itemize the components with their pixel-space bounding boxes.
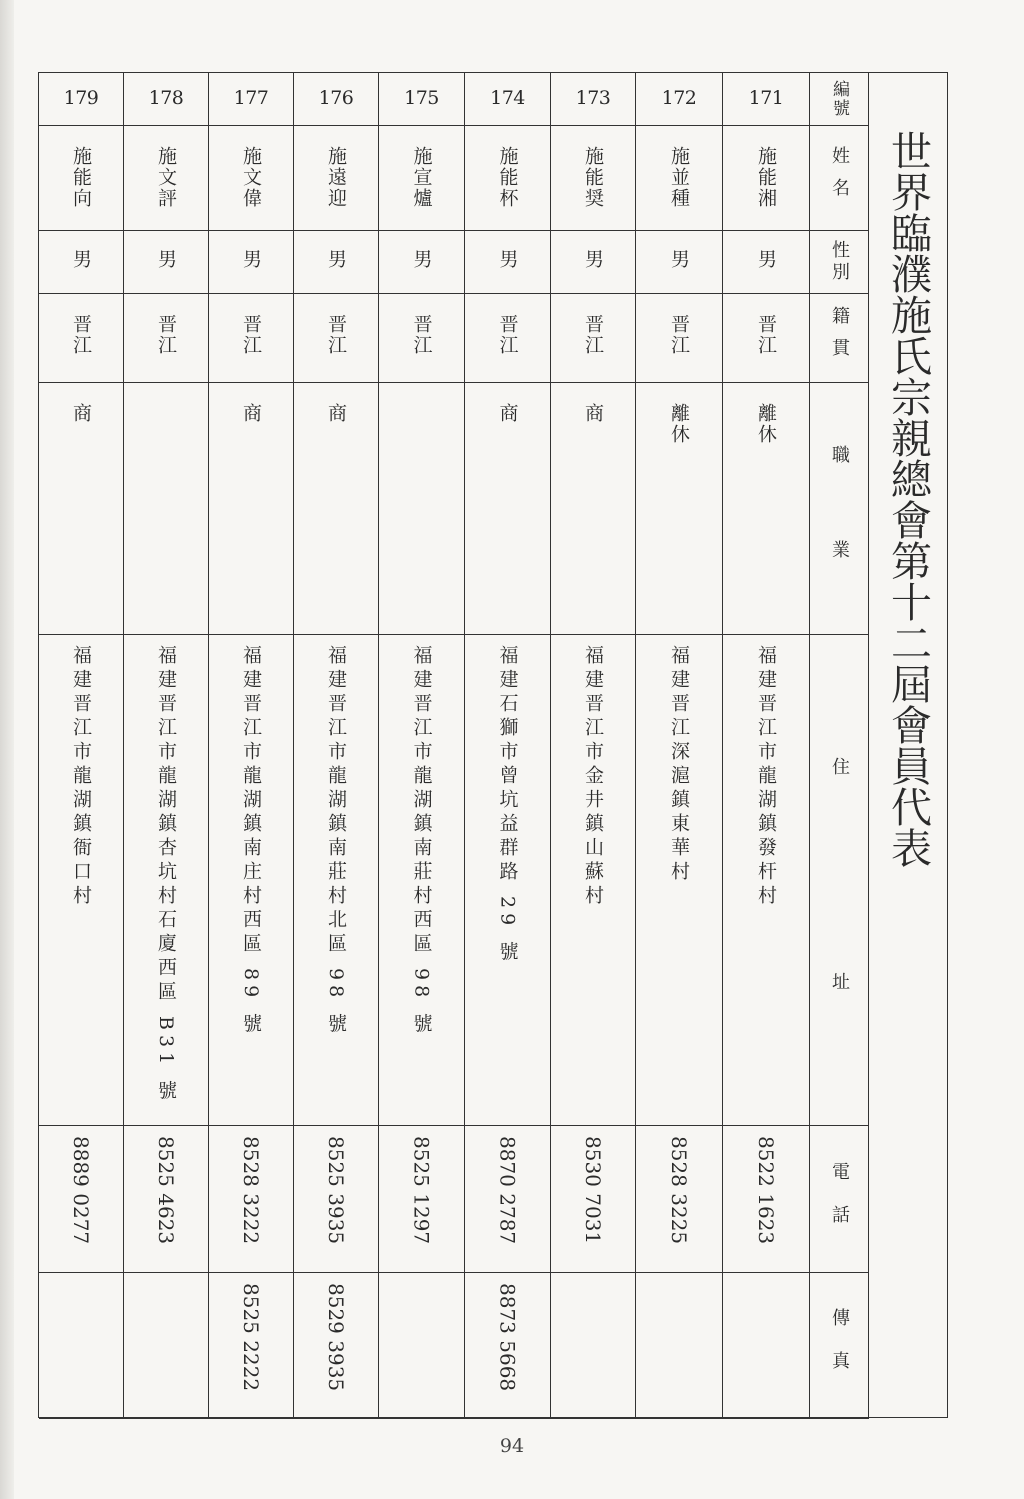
table-cell-gender [209,231,294,294]
table-cell-origin [723,294,810,383]
table-cell-name [636,126,723,231]
member-address: 福建晋江市龍湖鎮衙口村 [70,645,92,909]
column-header: 址 [829,971,850,1004]
phone-number: 8889 0277 [69,1136,93,1245]
table-cell-name [124,126,209,231]
table-cell-address [39,635,124,1126]
member-address: 福建晋江深滬鎮東華村 [668,645,690,885]
member-number: 173 [575,87,611,109]
member-gender: 男 [240,249,262,270]
table-cell-origin [209,294,294,383]
table-cell-fax [636,1273,723,1419]
member-origin: 晋江 [410,314,433,356]
table-cell-no [723,73,810,126]
member-number: 171 [748,87,784,109]
member-origin: 晋江 [668,314,690,356]
table-cell-address [294,635,379,1126]
table-cell-job [124,383,209,635]
column-header: 籍貫 [829,306,850,370]
table-cell-address [209,635,294,1126]
table-cell-gender [124,231,209,294]
table-cell-origin [465,294,551,383]
header-cell [810,294,869,383]
table-cell-origin [551,294,636,383]
table-cell-fax [209,1273,294,1419]
table-cell-phone [551,1126,636,1273]
member-origin: 晋江 [496,314,519,356]
member-job: 離休 [668,403,690,445]
table-title-column [868,72,948,1418]
table-cell-fax [551,1273,636,1419]
member-origin: 晋江 [70,314,92,356]
table-cell-name [379,126,465,231]
member-name: 施能湘 [755,146,777,209]
table-cell-no [465,73,551,126]
table-cell-job [465,383,551,635]
table-cell-name [294,126,379,231]
table-cell-origin [294,294,379,383]
table-cell-no [294,73,379,126]
member-origin: 晋江 [755,314,777,356]
member-number: 172 [661,87,697,109]
table-cell-address [465,635,551,1126]
table-cell-phone [636,1126,723,1273]
member-number: 174 [490,87,525,109]
phone-number: 8530 7031 [581,1136,605,1245]
table-cell-gender [636,231,723,294]
table-cell-gender [465,231,551,294]
table-cell-phone [379,1126,465,1273]
fax-number: 8529 3935 [324,1283,348,1392]
member-name: 施宣爐 [410,146,433,209]
table-cell-origin [636,294,723,383]
member-table [38,72,948,1418]
table-cell-fax [124,1273,209,1419]
table-cell-no [209,73,294,126]
table-cell-fax [39,1273,124,1419]
member-job: 商 [496,403,519,424]
member-name: 施能杯 [496,146,519,209]
member-number: 176 [318,87,354,109]
member-address: 福建晋江市龍湖鎮發杆村 [755,645,777,909]
member-number: 177 [233,87,269,109]
table-cell-no [636,73,723,126]
member-job: 商 [325,403,347,424]
phone-number: 8870 2787 [495,1136,520,1245]
table-cell-phone [465,1126,551,1273]
header-cell [810,383,869,635]
column-header: 住 [829,756,850,789]
table-cell-job [379,383,465,635]
column-header: 電 [829,1161,850,1194]
table-cell-no [39,73,124,126]
member-gender: 男 [325,249,347,270]
member-number: 178 [148,87,184,109]
table-cell-origin [379,294,465,383]
member-gender: 男 [70,249,92,270]
table-cell-job [636,383,723,635]
column-header: 編號 [829,80,849,118]
table-cell-fax [465,1273,551,1419]
member-origin: 晋江 [240,314,262,356]
member-origin: 晋江 [582,314,604,356]
member-name: 施文偉 [240,146,262,209]
member-gender: 男 [755,249,777,270]
fax-number: 8873 5668 [495,1283,520,1392]
member-address: 福建晋江市龍湖鎮南莊村北區 98 號 [325,645,347,1038]
member-name: 施能奨 [582,146,604,209]
page-title: 世界臨濮施氏宗親總會第十二屆會員代表 [884,130,932,868]
table-cell-gender [723,231,810,294]
member-origin: 晋江 [155,314,177,356]
fax-number: 8525 2222 [239,1283,263,1392]
table-cell-job [723,383,810,635]
table-cell-gender [39,231,124,294]
table-cell-address [124,635,209,1126]
member-gender: 男 [668,249,690,270]
member-number: 175 [404,87,439,109]
column-header: 性別 [829,240,850,284]
table-cell-no [124,73,209,126]
phone-number: 8522 1623 [754,1136,778,1245]
phone-number: 8528 3222 [239,1136,263,1245]
table-cell-address [379,635,465,1126]
member-origin: 晋江 [325,314,347,356]
header-cell [810,1273,869,1419]
member-gender: 男 [582,249,604,270]
table-cell-phone [723,1126,810,1273]
member-address: 福建晋江市龍湖鎮杏坑村石廈西區 B31 號 [155,645,177,1105]
column-header: 職 [829,444,850,477]
member-gender: 男 [496,249,519,270]
member-gender: 男 [155,249,177,270]
column-header: 姓名 [829,146,850,210]
header-cell [810,1126,869,1273]
table-cell-name [209,126,294,231]
table-cell-job [39,383,124,635]
table-cell-job [551,383,636,635]
member-name: 施能向 [70,146,92,209]
member-gender: 男 [410,249,433,270]
phone-number: 8525 3935 [324,1136,348,1245]
table-cell-name [465,126,551,231]
member-address: 福建晋江市龍湖鎮南庄村西區 89 號 [240,645,262,1038]
table-cell-fax [294,1273,379,1419]
table-cell-address [551,635,636,1126]
table-cell-gender [551,231,636,294]
table-cell-job [209,383,294,635]
column-header: 業 [829,540,850,573]
table-cell-phone [124,1126,209,1273]
table-cell-name [39,126,124,231]
table-cell-no [551,73,636,126]
table-cell-name [551,126,636,231]
column-header: 傳 [829,1308,850,1341]
header-cell [810,635,869,1126]
phone-number: 8528 3225 [667,1136,691,1245]
phone-number: 8525 1297 [409,1136,434,1245]
member-job: 商 [70,403,92,424]
member-name: 施遠迎 [325,146,347,209]
member-job: 商 [582,403,604,424]
header-cell [810,73,869,126]
table-cell-phone [294,1126,379,1273]
member-name: 施文評 [155,146,177,209]
table-cell-address [723,635,810,1126]
table-cell-phone [39,1126,124,1273]
member-number: 179 [63,87,99,109]
member-address: 福建晋江市龍湖鎮南莊村西區 98 號 [410,645,433,1038]
table-cell-name [723,126,810,231]
column-header: 話 [829,1204,850,1237]
table-cell-gender [294,231,379,294]
table-cell-no [379,73,465,126]
table-cell-phone [209,1126,294,1273]
header-cell [810,126,869,231]
phone-number: 8525 4623 [154,1136,178,1245]
table-cell-origin [124,294,209,383]
member-address: 福建晋江市金井鎮山蘇村 [582,645,604,909]
table-cell-gender [379,231,465,294]
book-binding-shadow [0,0,14,1499]
table-cell-fax [723,1273,810,1419]
page-number: 94 [499,1435,525,1457]
member-address: 福建石獅市曾坑益群路 29 號 [496,645,519,966]
table-cell-fax [379,1273,465,1419]
member-job: 商 [240,403,262,424]
table-cell-job [294,383,379,635]
member-job: 離休 [755,403,777,445]
table-cell-address [636,635,723,1126]
member-name: 施並種 [668,146,690,209]
header-cell [810,231,869,294]
table-cell-origin [39,294,124,383]
column-header: 真 [829,1350,850,1383]
